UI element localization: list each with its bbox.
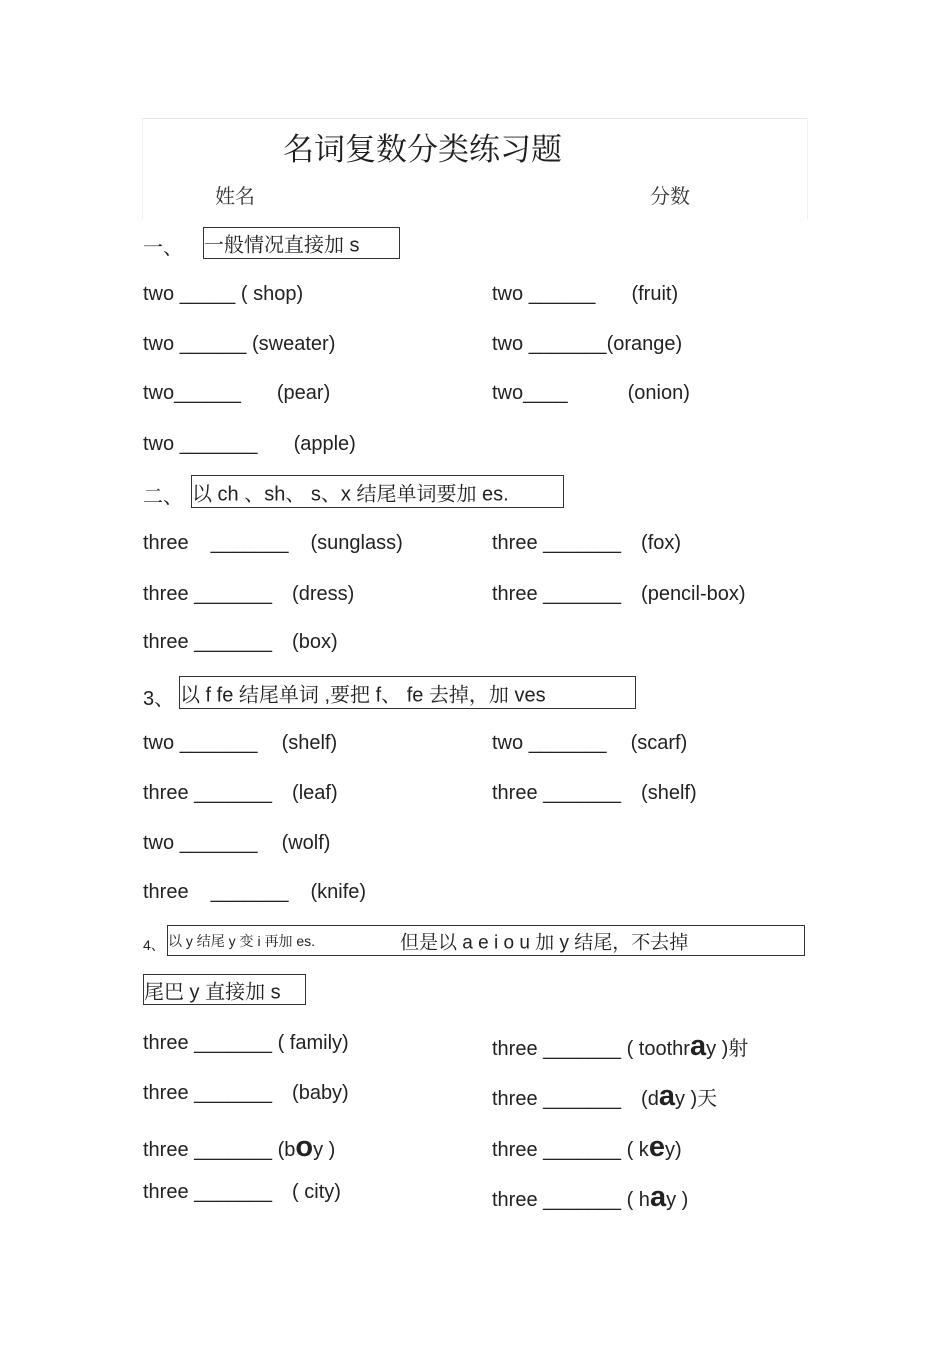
answer-blank[interactable]: _______ [179, 433, 258, 455]
exercise-item: three _______ (dress) [143, 583, 355, 605]
vowel-letter: a [649, 1181, 667, 1213]
exercise-item: three _______ ( family) [143, 1032, 349, 1054]
section-2-rule [191, 475, 564, 508]
exercise-item: three _______ (leaf) [143, 782, 338, 804]
exercise-item: two _______ (wolf) [143, 832, 331, 854]
exercise-item: two _______ (scarf) [492, 732, 688, 754]
section-3-number: 3、 [143, 688, 175, 710]
exercise-item: two ______ (sweater) [143, 333, 336, 355]
exercise-item: three _______ (fox) [492, 532, 682, 554]
exercise-item: two _______ (shelf) [143, 732, 338, 754]
answer-blank[interactable]: _______ [194, 782, 273, 804]
exercise-item: three _______ (sunglass) [143, 532, 403, 554]
answer-blank[interactable]: _______ [543, 782, 622, 804]
section-4-rule-part-a: 以 y 结尾 y 变 i 再加 es. [168, 932, 316, 949]
exercise-item: two _______ (apple) [143, 433, 356, 455]
answer-blank[interactable]: ____ [523, 382, 568, 404]
answer-blank[interactable]: _______ [543, 1189, 622, 1211]
exercise-item: three _______ (day )天 [492, 1080, 718, 1112]
section-4-rule [167, 925, 805, 956]
section-4-rule-part-c: 尾巴 y 直接加 s [144, 981, 281, 1003]
exercise-item: three _______ (shelf) [492, 782, 697, 804]
answer-blank[interactable]: _______ [543, 583, 622, 605]
answer-blank[interactable]: _______ [528, 732, 607, 754]
exercise-item: three _______ (baby) [143, 1082, 349, 1104]
section-2-rule-text: 以 ch 、sh、 s、x 结尾单词要加 es. [192, 483, 509, 505]
section-4-rule-continued [143, 974, 306, 1005]
exercise-item: three _______ ( hay ) [492, 1181, 689, 1213]
section-1-rule [203, 227, 400, 259]
section-1-number: 一、 [143, 237, 183, 259]
section-1-rule-text: 一般情况直接加 s [204, 234, 360, 257]
answer-blank[interactable]: _______ [543, 532, 622, 554]
answer-blank[interactable]: _______ [543, 1038, 622, 1060]
exercise-item: three _______ ( key) [492, 1131, 682, 1163]
exercise-item: three _______ ( toothray )射 [492, 1030, 749, 1062]
exercise-item: two _____ ( shop) [143, 283, 304, 305]
vowel-letter: a [689, 1030, 707, 1062]
exercise-item: three _______ (knife) [143, 881, 367, 903]
answer-blank[interactable]: _______ [543, 1088, 622, 1110]
exercise-item: three _______ (boy ) [143, 1131, 336, 1163]
answer-blank[interactable]: _______ [179, 832, 258, 854]
exercise-item: three _______ (box) [143, 631, 338, 653]
answer-blank[interactable]: _____ [179, 283, 236, 305]
exercise-item: two______ (pear) [143, 382, 331, 404]
vowel-letter: o [295, 1131, 314, 1163]
vowel-letter: a [658, 1080, 675, 1112]
exercise-item: three _______ (pencil-box) [492, 583, 746, 605]
answer-blank[interactable]: _______ [194, 1032, 273, 1054]
answer-blank[interactable]: _______ [210, 532, 289, 554]
answer-blank[interactable]: _______ [194, 631, 273, 653]
exercise-item: two _______(orange) [492, 333, 683, 355]
answer-blank[interactable]: ______ [179, 333, 247, 355]
answer-blank[interactable]: _______ [528, 333, 607, 355]
name-label: 姓名 [215, 184, 255, 208]
answer-blank[interactable]: _______ [543, 1139, 622, 1161]
page-title: 名词复数分类练习题 [283, 132, 562, 168]
section-3-rule [179, 676, 636, 709]
exercise-item: two ______ (fruit) [492, 283, 679, 305]
section-2-number: 二、 [143, 486, 183, 508]
section-4-number: 4、 [143, 937, 165, 953]
exercise-item: two____ (onion) [492, 382, 690, 404]
section-4-rule-part-b: 但是以 a e i o u 加 y 结尾，不去掉 [400, 932, 689, 953]
answer-blank[interactable]: ______ [174, 382, 241, 404]
vowel-letter: e [648, 1131, 665, 1163]
answer-blank[interactable]: _______ [194, 1181, 273, 1203]
answer-blank[interactable]: _______ [194, 1082, 273, 1104]
answer-blank[interactable]: ______ [528, 283, 596, 305]
answer-blank[interactable]: _______ [179, 732, 258, 754]
answer-blank[interactable]: _______ [194, 583, 273, 605]
exercise-item: three _______ ( city) [143, 1181, 341, 1203]
answer-blank[interactable]: _______ [194, 1139, 273, 1161]
answer-blank[interactable]: _______ [210, 881, 289, 903]
section-3-rule-text: 以 f fe 结尾单词 ,要把 f、 fe 去掉，加 ves [180, 684, 546, 706]
score-label: 分数 [650, 184, 690, 208]
